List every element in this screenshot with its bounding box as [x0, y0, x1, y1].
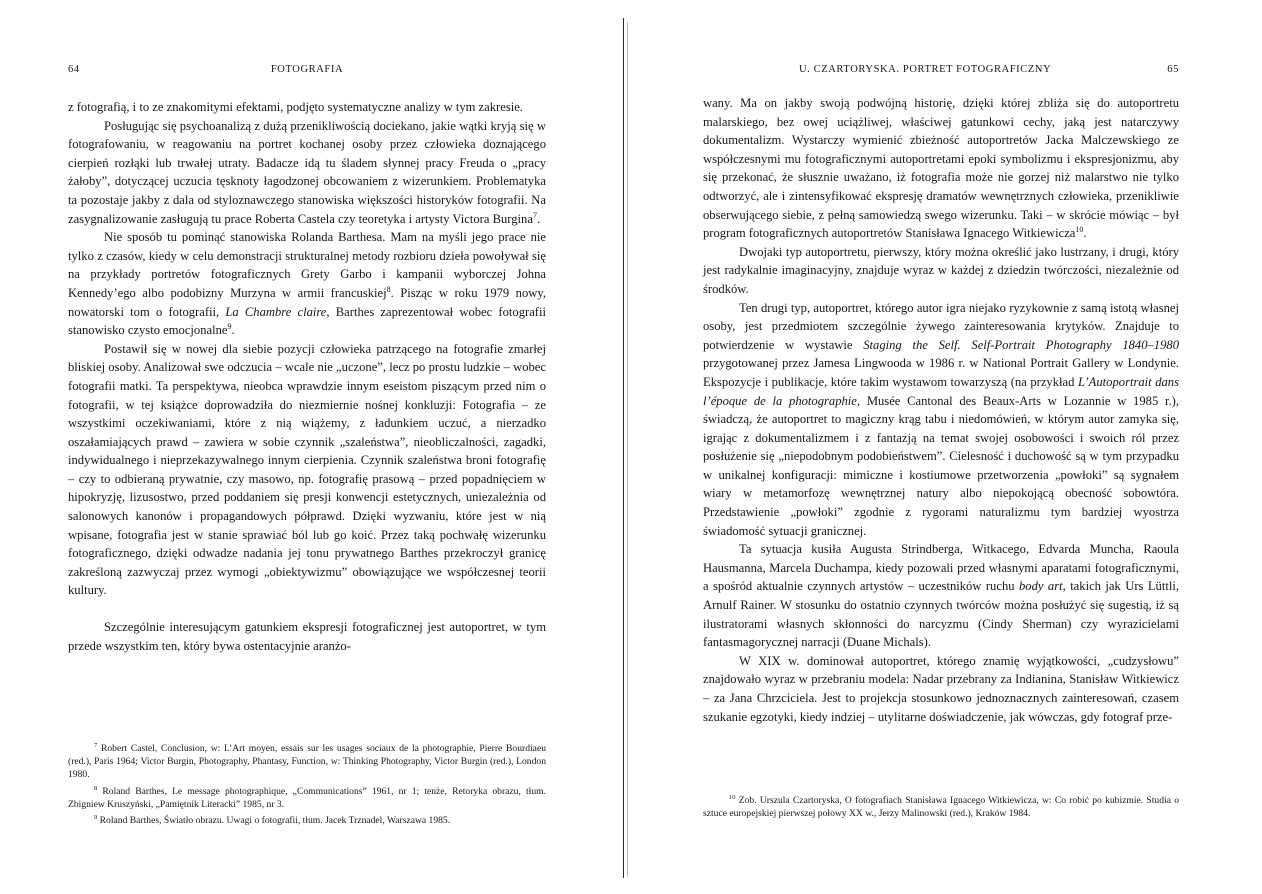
paragraph: Dwojaki typ autoportretu, pierwszy, który można określić jako lustrzany, i drugi, który jest radykalnie imaginacyjny, znajduje wyraz w każdej z dziedzin twórczości, niezależnie od środków.: [703, 244, 1179, 296]
spine-gutter: [623, 18, 624, 878]
footnote-ref: 7: [532, 210, 537, 220]
running-head-title: FOTOGRAFIA: [270, 64, 344, 75]
right-body-text: [703, 94, 1179, 726]
right-running-head: [703, 64, 1179, 80]
footnote: $^8$ Roland Barthes, Le message photographique, „Communications” 1961, nr 1; tenże, Retoryka obrazu, tłum. Zbigniew Kruszyński, „Pamiętnik Literacki” 1985, nr 3.: [68, 784, 546, 810]
exhibition-title: Staging the Self. Self-Portrait Photography 1840–1980: [863, 337, 1179, 352]
left-footnotes: [68, 742, 546, 830]
left-page: [68, 0, 546, 894]
book-title: La Chambre claire: [225, 304, 327, 319]
running-head-title: U. CZARTORYSKA. PORTRET FOTOGRAFICZNY: [799, 64, 1052, 75]
paragraph: Ten drugi typ, autoportret, którego autor igra niejako ryzykownie z samą istotą własnej osoby, jest przedmiotem szczególnie żywego zainteresowania krytyków. Znajduje to potwierdzenie w wystawie Staging the Self. Self-Portrait Photography 1840–1980 przygotowanej przez Jamesa Lingwooda w 1986 r. w National Portrait Gallery w Londynie. Ekspozycje i publikacje, które takim wystawom towarzyszą (na przykład L’Autoportrait dans l’époque de la photographie, Musée Cantonal des Beaux-Arts w Lozannie w 1985 r.), świadczą, że autoportret to magiczny krąg tabu i niedomówień, w którym autor zamyka się, igrając z dokumentalizmem i z fantazją na temat swojej osobowości i swoich ról przez posłużenie się „niepodobnym podobieństwem”. Cielesność i duchowość są w tym przypadku w unikalnej konfiguracji: mimiczne i kostiumowe przetworzenia „powłoki” są sygnałem wiary w metamorfozę wewnętrznej natury albo niepokojącą obecność sobowtóra. Przedstawienie „powłoki” zgodnie z rygorami naturalizmu tym bardziej wyostrza świadomość sytuacji granicznej.: [703, 300, 1179, 538]
left-running-head: [68, 64, 546, 80]
footnote-ref: 8: [386, 284, 391, 294]
spine-shadow: [627, 22, 628, 877]
paragraph: W XIX w. dominował autoportret, którego znamię wyjątkowości, „cudzysłowu” znajdowało wyraz w przebraniu modela: Nadar przebrany za Indianina, Stanisław Witkiewicz – za Jana Chrzciciela. Jest to projekcja stosunkowo jednoznacznych zainteresowań, czasem szukanie egzotyki, kiedy indziej – utylitarne doświadczenie, jak wówczas, gdy fotograf prze-: [703, 653, 1179, 724]
movement-name: body art,: [1018, 579, 1066, 594]
footnote: $^7$ Robert Castel, Conclusion, w: L’Art moyen, essais sur les usages sociaux de la photographie, Pierre Bourdiaeu (red.), Paris 1964; Victor Burgin, Photography, Phantasy, Function, w: Thinking Photography, Victor Burgin (red.), London 1980.: [68, 742, 546, 781]
footnote: $^9$ Roland Barthes, Światło obrazu. Uwagi o fotografii, tłum. Jacek Trznadel, Warszawa 1985.: [94, 814, 451, 827]
paragraph: Posługując się psychoanalizą z dużą przenikliwością dociekano, jakie wątki kryją się w fotografowaniu, w reagowaniu na portret kochanej osoby przez człowieka doznającego cierpień rozłąki lub trwałej utraty. Badacze idą tu śladem słynnej pracy Freuda o „pracy żałoby”, dotyczącej uczucia tęsknoty łagodzonej obcowaniem z wizerunkiem. Problematyka ta pozostaje jakby z dala od styloznawczego stanowiska większości historyków fotografii. Na zasygnalizowanie zasługują tu prace Roberta Castela czy teoretyka i artysty Victora Burgina$^7$.: [68, 118, 546, 226]
right-footnotes: [703, 794, 1179, 823]
footnote: $^{10}$ Zob. Urszula Czartoryska, O fotografiach Stanisława Ignacego Witkiewicza, w: Co robić po kubizmie. Studia o sztuce europejskiej pierwszej połowy XX w., Jerzy Malinowski (red.), Kraków 1984.: [703, 794, 1179, 820]
paragraph: Szczególnie interesującym gatunkiem ekspresji fotograficznej jest autoportret, w tym przede wszystkim ten, który bywa ostentacyjnie aranżo-: [68, 620, 546, 653]
footnote-ref: 9: [227, 322, 232, 332]
right-page: [703, 0, 1179, 894]
publication-title: L’Autoportrait dans l’époque de la photographie,: [703, 374, 1179, 408]
left-body-text: [68, 98, 546, 655]
paragraph: Ta sytuacja kusiła Augusta Strindberga, Witkacego, Edvarda Muncha, Raoula Hausmanna, Marcela Duchampa, kiedy pozowali przed własnymi aparatami fotograficznymi, a spośród aktualnie czynnych artystów – uczestników ruchu body art, takich jak Urs Lüttli, Arnulf Rainer. W stosunku do ostatnio czynnych twórców można posłużyć się sugestią, iż są ilustratorami własnych skłonności do narcyzmu (Cindy Sherman) czy wyrazicielami fantasmagorycznej narracji (Duane Michals).: [703, 542, 1179, 650]
footnote-ref: 10: [1075, 225, 1084, 235]
page-number: 65: [1167, 64, 1179, 75]
paragraph: Nie sposób tu pominąć stanowiska Rolanda Barthesa. Mam na myśli jego prace nie tylko z czasów, kiedy w celu demonstracji strukturalnej metody rozbioru dzieła powoływał się na przykłady portretów fotograficznych Grety Garbo i kampanii wyborczej Johna Kennedy’ego albo podobizny Murzyna w armii francuskiej$^8$. Pisząc w roku 1979 nowy, nowatorski tom o fotografii, La Chambre claire, Barthes zaprezentował wobec fotografii stanowisko czysto emocjonalne$^9$.: [68, 230, 547, 338]
paragraph: Postawił się w nowej dla siebie pozycji człowieka patrzącego na fotografie zmarłej bliskiej osoby. Analizował swe odczucia – wcale nie „uczone”, lecz po prostu ludzkie – wobec fotografii matki. Ta perspektywa, nieobca wprawdzie innym eseistom piszącym przed nim o fotografii, w tej książce doprowadziła do niezmiernie nośnej konkluzji: Fotografia – ze wszystkimi oczekiwaniami, które z nią wiążemy, z ładunkiem uczuć, a nierzadko oszałamiających prawd – zawiera w sobie czynnik „szaleństwa”, nieobliczalności, zagadki, indywidualnego i nieprzekazywalnego innym cierpienia. Czynnik szaleństwa broni fotografię – czy to odbieraną prywatnie, czy masowo, np. fotografię prasową – przed popadnięciem w hipokryzję, lizusostwo, przed poddaniem się presji konwencji estetycznych, uniezależnia od salonowych kanonów i propagandowych półprawd. Dzięki wyzwaniu, które jest w nią wpisane, fotografia jest w stanie sprawiać ból lub go koić. Przez taką pochwałę wizerunku fotograficznego, dzięki odwadze nadania jej tonu prywatnego Barthes przekroczył granicę zakreśloną zazwyczaj przez wymogi „obiektywizmu” obowiązujące we współczesnej teorii kultury.: [68, 341, 546, 598]
paragraph: z fotografią, i to ze znakomitymi efektami, podjęto systematyczne analizy w tym zakresie.: [68, 100, 523, 114]
page-number: 64: [68, 64, 80, 75]
paragraph: wany. Ma on jakby swoją podwójną historię, dzięki której zbliża się do autoportretu malarskiego, bez owej uciążliwej, właściwej gatunkowi cechy, jaką jest natarczywy dokumentalizm. Wystarczy wymienić zbieżność autoportretów Jacka Malczewskiego ze współczesnymi mu fotograficznymi autoportretami epoki symbolizmu i ekspresjonizmu, aby się przekonać, że słusznie uważano, iż fotografia może nie gorzej niż malarstwo nie tylko odtworzyć, ale i zintensyfikować ekspresję dramatów wewnętrznych człowieka, przenikliwie obserwującego siebie, z pełną samowiedzą swego wizerunku. Taki – w skrócie mówiąc – był program fotograficznych autoportretów Stanisława Ignacego Witkiewicza$^{10}$.: [703, 96, 1179, 241]
